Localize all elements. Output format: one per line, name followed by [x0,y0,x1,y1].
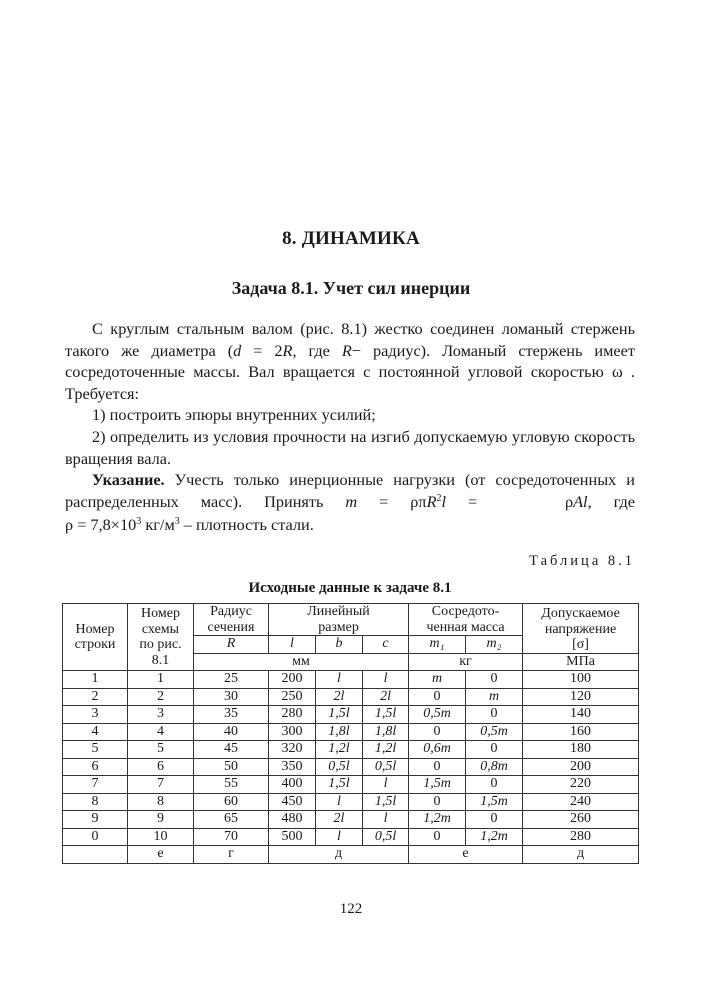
cell-b: 2l [316,811,363,829]
cell-b: 1,8l [316,723,363,741]
note-label: Указание. [92,470,165,490]
cell-row: 4 [63,723,128,741]
cell-sigma: 160 [523,723,639,741]
cell-row: 5 [63,741,128,759]
symbol-m1: m₁ [409,636,466,654]
cell-l: 200 [269,671,316,689]
table-row [63,828,639,846]
unit-kg: кг [409,653,523,671]
symbol-m2: m₂ [466,636,523,654]
cell-l: 480 [269,811,316,829]
footer-cell-row [63,846,128,864]
header-scheme-no: Номер схемы по рис. 8.1 [128,604,194,671]
cell-sigma: 120 [523,688,639,706]
table-row [63,723,639,741]
table-row [63,793,639,811]
cell-m2: m [466,688,523,706]
cell-scheme: 9 [128,811,194,829]
cell-m1: m [409,671,466,689]
header-allowable-stress: Допускаемое напряжение [σ] [523,604,639,654]
cell-row: 3 [63,706,128,724]
task-body [65,318,635,536]
cell-l: 280 [269,706,316,724]
cell-b: 1,2l [316,741,363,759]
cell-c: l [363,671,409,689]
cell-c: l [363,811,409,829]
cell-R: 35 [194,706,269,724]
symbol-c: c [363,636,409,654]
cell-c: 0,5l [363,758,409,776]
table-row [63,671,639,689]
table-row [63,758,639,776]
cell-m2: 0,5m [466,723,523,741]
cell-R: 55 [194,776,269,794]
cell-m1: 0 [409,723,466,741]
cell-l: 250 [269,688,316,706]
input-data-table [62,603,639,864]
cell-sigma: 280 [523,828,639,846]
cell-R: 25 [194,671,269,689]
cell-row: 6 [63,758,128,776]
cell-R: 50 [194,758,269,776]
cell-row: 7 [63,776,128,794]
footer-cell-scheme: е [128,846,194,864]
cell-m1: 1,2m [409,811,466,829]
header-linear-size: Линейный размер [269,604,409,636]
note-paragraph: Указание. Учесть только инерционные нагрузки (от сосредоточенных и распределенных масс). Принять m = ρπR$^2$l = ρAl, где [65,470,635,511]
table-row [63,776,639,794]
footer-cell-R: г [194,846,269,864]
cell-row: 0 [63,828,128,846]
cell-sigma: 100 [523,671,639,689]
footer-cell-linear: д [269,846,409,864]
cell-scheme: 3 [128,706,194,724]
cell-R: 40 [194,723,269,741]
table-row [63,741,639,759]
cell-m1: 0,6m [409,741,466,759]
chapter-title: 8. ДИНАМИКА [282,228,420,249]
cell-b: l [316,671,363,689]
cell-l: 320 [269,741,316,759]
cell-R: 70 [194,828,269,846]
cell-m2: 0 [466,776,523,794]
table-row [63,706,639,724]
cell-b: 2l [316,688,363,706]
cell-m2: 0 [466,671,523,689]
task-title: Задача 8.1. Учет сил инерции [231,278,471,298]
cell-sigma: 180 [523,741,639,759]
cell-m1: 0 [409,688,466,706]
cell-R: 60 [194,793,269,811]
cell-m1: 0 [409,758,466,776]
cell-sigma: 140 [523,706,639,724]
cell-b: 1,5l [316,776,363,794]
symbol-l: l [269,636,316,654]
density-line: $\rho = 7,8\times 10^3$ $кг/м^3$ – плотность стали. [65,515,314,535]
symbol-b: b [316,636,363,654]
sigma-symbol: [σ] [572,637,589,652]
cell-b: l [316,828,363,846]
cell-m2: 0,8m [466,758,523,776]
footer-cell-masses: е [409,846,523,864]
cell-row: 1 [63,671,128,689]
cell-sigma: 240 [523,793,639,811]
cell-scheme: 6 [128,758,194,776]
header-concentrated-mass: Сосредото-ченная масса [409,604,523,636]
cell-l: 400 [269,776,316,794]
cell-sigma: 220 [523,776,639,794]
symbol-R: R [194,636,269,654]
requirement-item-2: 2) определить из условия прочности на изгиб допускаемую угловую скорость вращения вала. [65,426,635,468]
cell-row: 9 [63,811,128,829]
cell-scheme: 5 [128,741,194,759]
cell-c: 2l [363,688,409,706]
cell-c: 1,2l [363,741,409,759]
unit-mm: мм [194,653,409,671]
cell-b: l [316,793,363,811]
cell-c: 1,5l [363,706,409,724]
cell-m2: 1,2m [466,828,523,846]
cell-c: 1,5l [363,793,409,811]
cell-sigma: 200 [523,758,639,776]
cell-l: 350 [269,758,316,776]
cell-m2: 0 [466,706,523,724]
cell-m2: 0 [466,741,523,759]
cell-l: 300 [269,723,316,741]
task-description: С круглым стальным валом (рис. 8.1) жестко соединен ломаный стержень такого же диаметра (d = 2R, где R− радиус). Ломаный стержень имеет сосредоточенные массы. Вал вращается с постоянной угловой скоростью ω . Требуется: [65,319,635,403]
cell-m1: 0 [409,828,466,846]
footer-cell-stress: д [523,846,639,864]
cell-sigma: 260 [523,811,639,829]
cell-m1: 0 [409,793,466,811]
cell-m1: 1,5m [409,776,466,794]
unit-mpa: МПа [523,653,639,671]
cell-R: 65 [194,811,269,829]
cell-l: 500 [269,828,316,846]
cell-scheme: 2 [128,688,194,706]
cell-m1: 0,5m [409,706,466,724]
cell-l: 450 [269,793,316,811]
cell-scheme: 10 [128,828,194,846]
header-row-no: Номер строки [63,604,128,671]
table-footer-row [63,846,639,864]
cell-scheme: 7 [128,776,194,794]
cell-R: 30 [194,688,269,706]
page-number: 122 [339,901,363,917]
cell-m2: 0 [466,811,523,829]
cell-row: 2 [63,688,128,706]
cell-b: 1,5l [316,706,363,724]
header-radius: Радиус сечения [194,604,269,636]
cell-scheme: 4 [128,723,194,741]
cell-scheme: 1 [128,671,194,689]
table-caption: Исходные данные к задаче 8.1 [248,580,452,596]
cell-scheme: 8 [128,793,194,811]
table-label: Таблица 8.1 [529,553,635,569]
cell-m2: 1,5m [466,793,523,811]
cell-R: 45 [194,741,269,759]
cell-row: 8 [63,793,128,811]
cell-c: 0,5l [363,828,409,846]
table-row [63,688,639,706]
requirement-item-1: 1) построить эпюры внутренних усилий; [92,405,376,425]
cell-b: 0,5l [316,758,363,776]
cell-c: 1,8l [363,723,409,741]
cell-c: l [363,776,409,794]
table-row [63,811,639,829]
